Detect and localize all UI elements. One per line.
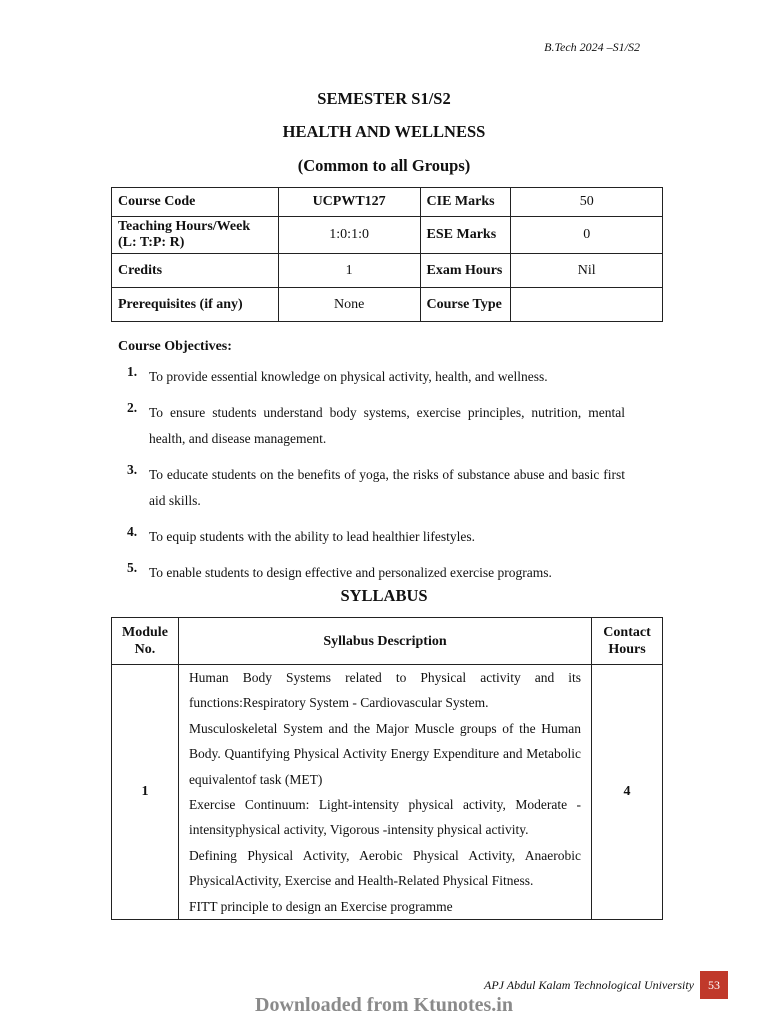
table-row: [112, 665, 663, 920]
course-code-label: Course Code: [112, 188, 279, 217]
ese-marks-label: ESE Marks: [420, 217, 511, 254]
cie-marks-label: CIE Marks: [420, 188, 511, 217]
objective-text: To enable students to design effective and personalized exercise programs.: [149, 565, 552, 580]
course-type-label: Course Type: [420, 288, 511, 322]
syllabus-title: SYLLABUS: [340, 586, 428, 605]
course-info-row: [112, 254, 663, 288]
objective-item: [127, 364, 625, 390]
syllabus-header-row: [112, 618, 663, 665]
objectives-heading: Course Objectives:: [118, 339, 232, 354]
teaching-hours-value: 1:0:1:0: [278, 217, 420, 254]
exam-hours-value: Nil: [511, 254, 663, 288]
objective-number: 5.: [127, 560, 138, 575]
objective-item: [127, 524, 625, 550]
footer-university: APJ Abdul Kalam Technological University: [484, 978, 694, 992]
header-reference: B.Tech 2024 –S1/S2: [544, 40, 640, 54]
syllabus-table: [111, 617, 663, 920]
cie-marks-value: 50: [511, 188, 663, 217]
watermark: Downloaded from Ktunotes.in: [255, 994, 513, 1016]
course-code-value: UCPWT127: [278, 188, 420, 217]
module-number: 1: [112, 665, 179, 920]
objective-number: 4.: [127, 524, 138, 539]
objective-item: [127, 400, 625, 452]
course-info-table: [111, 187, 663, 322]
prerequisites-value: None: [278, 288, 420, 322]
objective-text: To ensure students understand body systems, exercise principles, nutrition, mental health, and disease management.: [149, 405, 625, 446]
objective-text: To provide essential knowledge on physical activity, health, and wellness.: [149, 369, 548, 384]
objective-item: [127, 560, 625, 586]
teaching-hours-label: Teaching Hours/Week (L: T:P: R): [112, 217, 279, 254]
objective-text: To educate students on the benefits of yoga, the risks of substance abuse and basic first aid skills.: [149, 467, 625, 508]
credits-value: 1: [278, 254, 420, 288]
semester-title: SEMESTER S1/S2: [317, 89, 451, 108]
description-line: FITT principle to design an Exercise programme: [188, 898, 453, 914]
course-type-value: [511, 288, 663, 322]
description-line: Exercise Continuum: Light-intensity physical activity, Moderate - intensityphysical activity, Vigorous -intensity physical activity.: [188, 797, 582, 838]
description-line: Musculoskeletal System and the Major Muscle groups of the Human Body. Quantifying Physical Activity Energy Expenditure and Metabolic equivalentof task (MET): [188, 720, 582, 787]
ese-marks-value: 0: [511, 217, 663, 254]
course-info-row: [112, 288, 663, 322]
hours-header: Contact Hours: [592, 618, 663, 665]
description-line: Defining Physical Activity, Aerobic Physical Activity, Anaerobic PhysicalActivity, Exercise and Health-Related Physical Fitness.: [188, 847, 582, 889]
objective-number: 1.: [127, 364, 138, 379]
objectives-list: [127, 364, 625, 596]
description-line: Human Body Systems related to Physical activity and its functions:Respiratory System - Cardiovascular System.: [188, 670, 582, 711]
page-number: 53: [700, 971, 728, 999]
prerequisites-label: Prerequisites (if any): [112, 288, 279, 322]
course-info-row: [112, 217, 663, 254]
objective-number: 2.: [127, 400, 138, 415]
objective-item: [127, 462, 625, 514]
objective-number: 3.: [127, 462, 138, 477]
module-header: Module No.: [112, 618, 179, 665]
course-title: HEALTH AND WELLNESS: [282, 122, 486, 141]
objective-text: To equip students with the ability to lead healthier lifestyles.: [149, 529, 475, 544]
description-header: Syllabus Description: [178, 618, 591, 665]
exam-hours-label: Exam Hours: [420, 254, 511, 288]
group-subtitle: (Common to all Groups): [297, 156, 471, 175]
course-info-row: [112, 188, 663, 217]
contact-hours: 4: [592, 665, 663, 920]
module-description: [178, 665, 591, 920]
credits-label: Credits: [112, 254, 279, 288]
